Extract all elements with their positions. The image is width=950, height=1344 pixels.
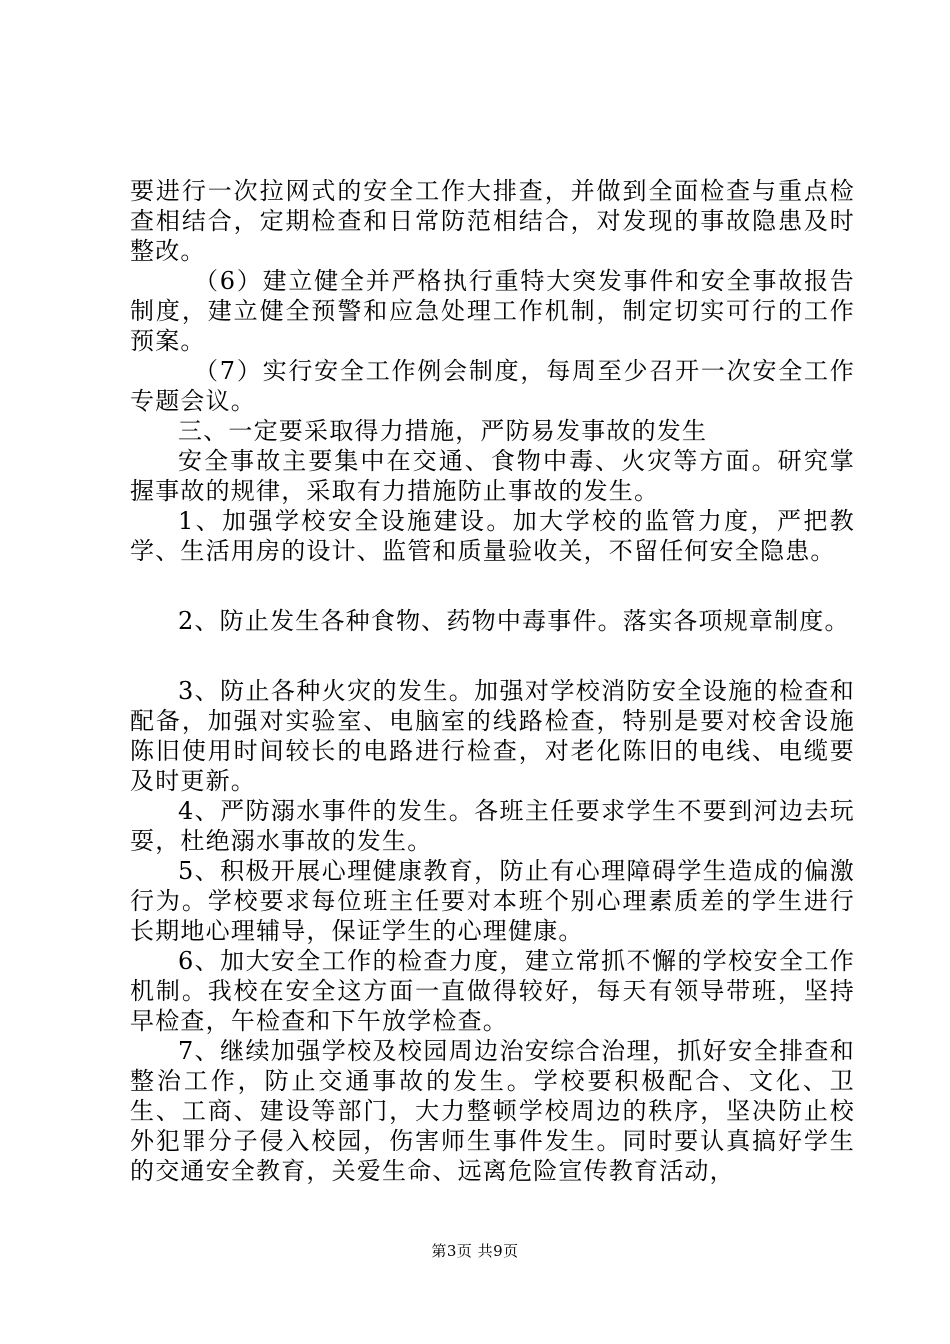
page-footer: 第3页 共9页 [431, 1242, 519, 1260]
paragraph-point-5: 5、积极开展心理健康教育，防止有心理障碍学生造成的偏激行为。学校要求每位班主任要对本班个别心理素质差的学生进行长期地心理辅导，保证学生的心理健康。 [130, 857, 855, 945]
paragraph-point-6: 6、加大安全工作的检查力度，建立常抓不懈的学校安全工作机制。我校在安全这方面一直做得较好，每天有领导带班，坚持早检查，午检查和下午放学检查。 [130, 947, 855, 1035]
paragraph-point-1: 1、加强学校安全设施建设。加大学校的监管力度，严把教学、生活用房的设计、监管和质量验收关，不留任何安全隐患。 [130, 507, 855, 565]
section-heading-3: 三、一定要采取得力措施，严防易发事故的发生 [178, 417, 708, 445]
paragraph-point-7: 7、继续加强学校及校园周边治安综合治理，抓好安全排查和整治工作，防止交通事故的发生。学校要积极配合、文化、卫生、工商、建设等部门，大力整顿学校周边的秩序，坚决防止校外犯罪分子侵入校园，伤害师生事件发生。同时要认真搞好学生的交通安全教育，关爱生命、远离危险宣传教育活动， [130, 1037, 855, 1185]
paragraph-point-3: 3、防止各种火灾的发生。加强对学校消防安全设施的检查和配备，加强对实验室、电脑室的线路检查，特别是要对校舍设施陈旧使用时间较长的电路进行检查，对老化陈旧的电线、电缆要及时更新。 [130, 677, 855, 795]
paragraph-continuation: 要进行一次拉网式的安全工作大排查，并做到全面检查与重点检查相结合，定期检查和日常防范相结合，对发现的事故隐患及时整改。 [130, 177, 855, 265]
paragraph-intro: 安全事故主要集中在交通、食物中毒、火灾等方面。研究掌握事故的规律，采取有力措施防止事故的发生。 [130, 447, 855, 505]
paragraph-item-7: （7）实行安全工作例会制度，每周至少召开一次安全工作专题会议。 [130, 357, 855, 415]
paragraph-point-4: 4、严防溺水事件的发生。各班主任要求学生不要到河边去玩耍，杜绝溺水事故的发生。 [130, 797, 855, 855]
paragraph-point-2: 2、防止发生各种食物、药物中毒事件。落实各项规章制度。 [178, 607, 850, 635]
paragraph-item-6: （6）建立健全并严格执行重特大突发事件和安全事故报告制度，建立健全预警和应急处理工作机制，制定切实可行的工作预案。 [130, 267, 855, 355]
document-body [130, 176, 855, 1186]
